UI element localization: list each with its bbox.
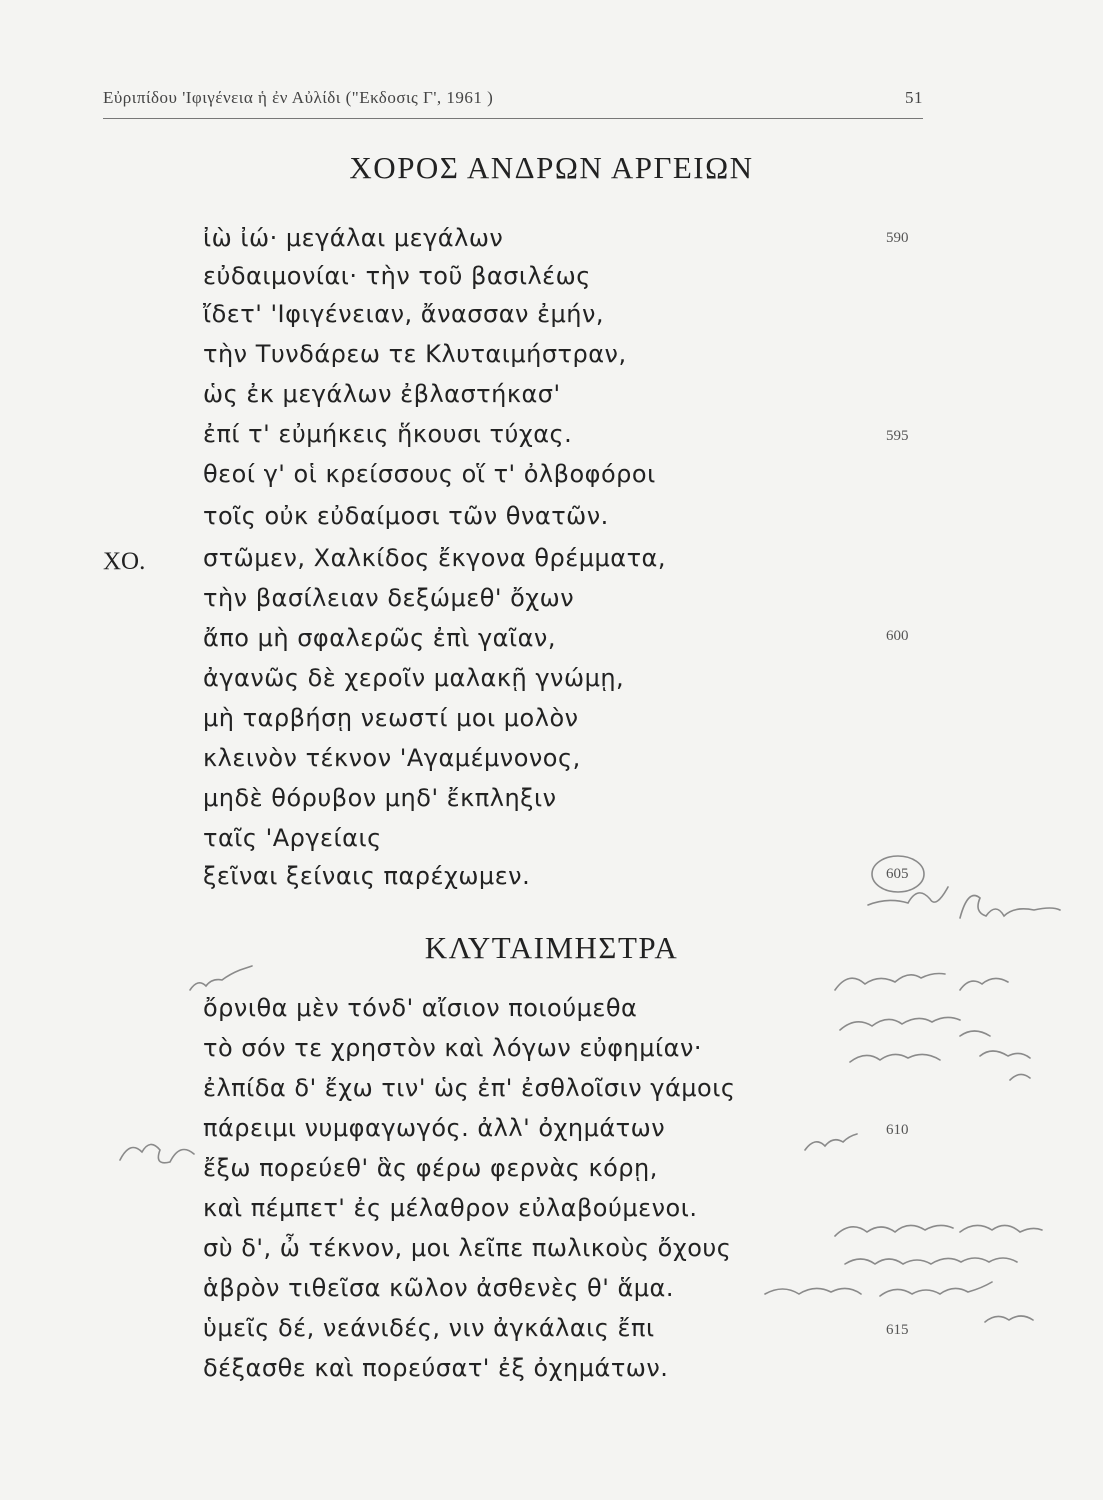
verse-line: ἀγανῶς δὲ χεροῖν μαλακῇ γνώμῃ, <box>203 664 625 692</box>
verse-line: ταῖς 'Αργείαις <box>203 824 382 852</box>
line-number: 590 <box>886 230 909 246</box>
running-head-title: Εὐριπίδου 'Ιφιγένεια ἡ ἐν Αὐλίδι ("Εκδοσις Γ', 1961 ) <box>103 88 494 107</box>
verse-line: τὴν Τυνδάρεω τε Κλυταιμήστραν, <box>203 340 627 368</box>
verse-line: στῶμεν, Χαλκίδος ἔκγονα θρέμματα, <box>203 544 666 572</box>
chorus-heading: ΧΟΡΟΣ ΑΝΔΡΩΝ ΑΡΓΕΙΩΝ <box>349 150 754 185</box>
verse-line: μὴ ταρβήσῃ νεωστί μοι μολὸν <box>203 704 579 732</box>
line-number: 595 <box>886 428 909 444</box>
verse-line: τοῖς οὐκ εὐδαίμοσι τῶν θνατῶν. <box>203 502 609 530</box>
verse-line: θεοί γ' οἱ κρείσσους οἵ τ' ὀλβοφόροι <box>203 460 656 488</box>
verse-line: ἁβρὸν τιθεῖσα κῶλον ἀσθενὲς θ' ἅμα. <box>203 1274 674 1302</box>
line-number: 600 <box>886 628 909 644</box>
verse-line: πάρειμι νυμφαγωγός. ἀλλ' ὀχημάτων <box>203 1114 666 1142</box>
verse-line: τὴν βασίλειαν δεξώμεθ' ὄχων <box>203 584 575 612</box>
verse-line: ἰὼ ἰώ· μεγάλαι μεγάλων <box>203 224 504 252</box>
verse-line: τὸ σόν τε χρηστὸν καὶ λόγων εὐφημίαν· <box>203 1034 703 1062</box>
speaker-label: ΧΟ. <box>103 548 146 575</box>
verse-line: ἄπο μὴ σφαλερῶς ἐπὶ γαῖαν, <box>203 624 556 652</box>
line-number: 615 <box>886 1322 909 1338</box>
verse-line: δέξασθε καὶ πορεύσατ' ἐξ ὀχημάτων. <box>203 1354 669 1382</box>
line-number: 610 <box>886 1122 909 1138</box>
verse-line: σὺ δ', ὦ τέκνον, μοι λεῖπε πωλικοὺς ὄχους <box>203 1234 732 1262</box>
verse-line: ξεῖναι ξείναις παρέχωμεν. <box>203 862 531 890</box>
page-number: 51 <box>905 88 923 107</box>
verse-line: εὐδαιμονίαι· τὴν τοῦ βασιλέως <box>203 262 591 290</box>
verse-line: ἴδετ' 'Ιφιγένειαν, ἄνασσαν ἐμήν, <box>203 300 605 328</box>
verse-line: μηδὲ θόρυβον μηδ' ἔκπληξιν <box>203 784 557 812</box>
verse-line: καὶ πέμπετ' ἐς μέλαθρον εὐλαβούμενοι. <box>203 1194 698 1222</box>
verse-line: ἔξω πορεύεθ' ἃς φέρω φερνὰς κόρῃ, <box>203 1154 658 1182</box>
verse-line: κλεινὸν τέκνον 'Αγαμέμνονος, <box>203 744 581 772</box>
verse-line: ἐπί τ' εὐμήκεις ἥκουσι τύχας. <box>203 420 573 448</box>
verse-line: ὄρνιθα μὲν τόνδ' αἴσιον ποιούμεθα <box>203 994 638 1022</box>
verse-line: ἐλπίδα δ' ἔχω τιν' ὡς ἐπ' ἐσθλοῖσιν γάμοις <box>203 1074 736 1102</box>
line-number: 605 <box>886 866 909 882</box>
clytemnestra-heading: ΚΛΥΤΑΙΜΗΣΤΡΑ <box>424 930 679 965</box>
verse-line: ὡς ἐκ μεγάλων ἐβλαστήκασ' <box>203 380 561 408</box>
verse-line: ὑμεῖς δέ, νεάνιδές, νιν ἀγκάλαις ἔπι <box>203 1314 655 1342</box>
